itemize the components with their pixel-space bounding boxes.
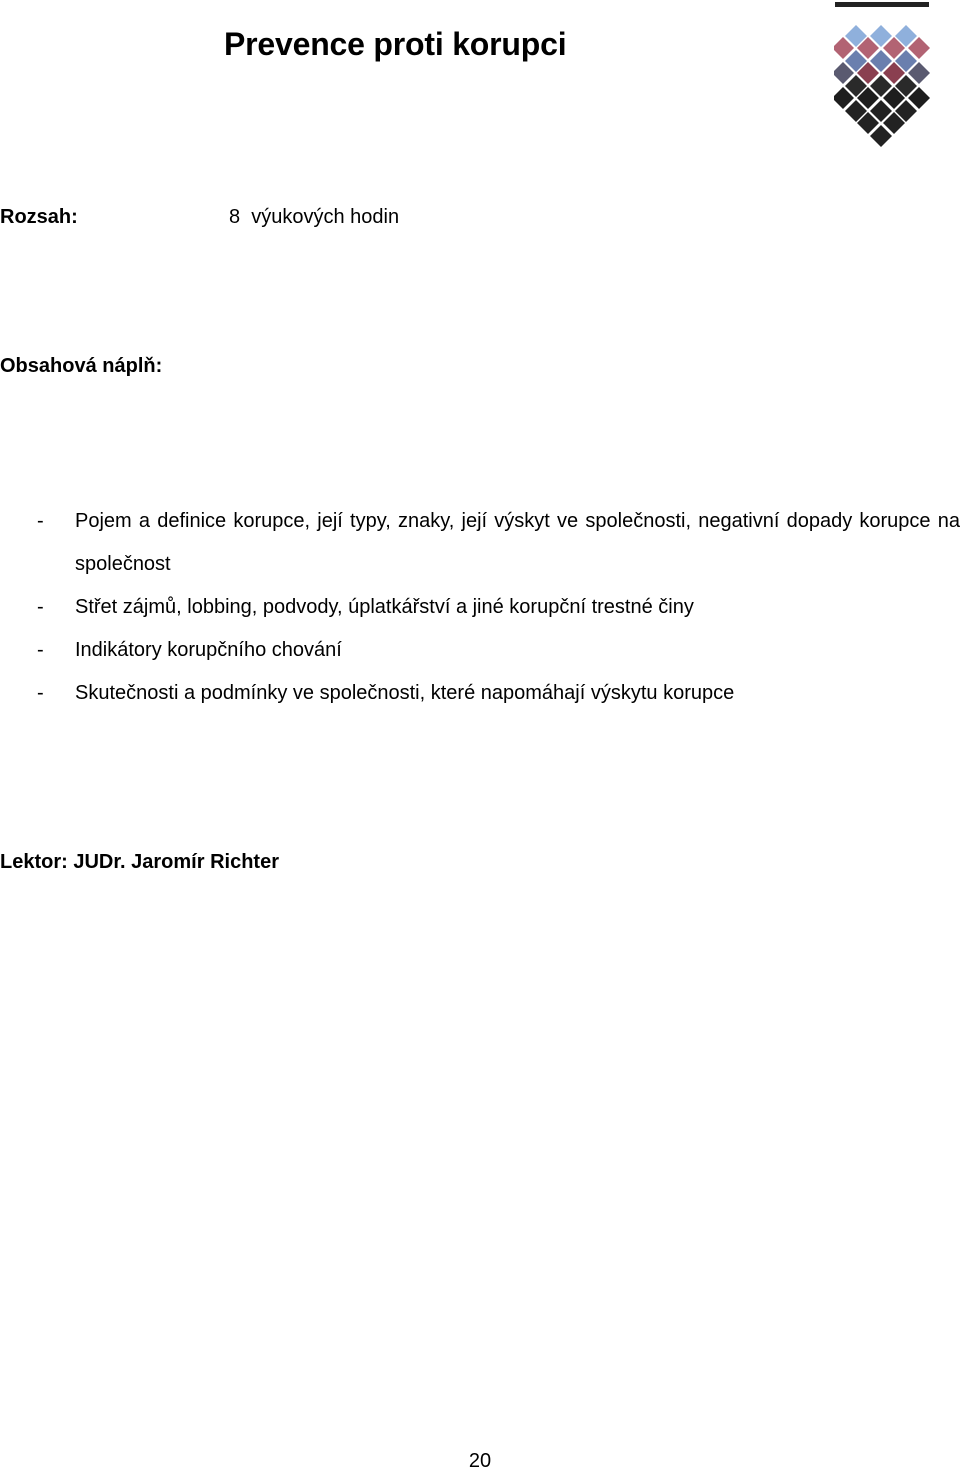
obsah-label: Obsahová náplň: <box>0 355 163 377</box>
rozsah-value: 8 výukových hodin <box>229 206 400 228</box>
list-item <box>0 500 960 586</box>
list-item-text: Pojem a definice korupce, její typy, znaky, její výskyt ve společnosti, negativní dopady korupce na společnost <box>75 510 960 575</box>
list-item <box>0 586 960 629</box>
list-item-text: Indikátory korupčního chování <box>75 639 342 661</box>
logo-top-bar <box>835 2 929 7</box>
list-item <box>0 629 960 672</box>
bullet-dash: - <box>37 596 44 618</box>
bullet-dash: - <box>37 510 44 532</box>
page-number: 20 <box>468 1450 492 1472</box>
content-list <box>0 500 960 715</box>
page-title: Prevence proti korupci <box>224 26 567 62</box>
bullet-dash: - <box>37 639 44 661</box>
rozsah-label: Rozsah: <box>0 206 78 228</box>
institution-logo <box>834 0 930 154</box>
list-item <box>0 672 960 715</box>
list-item-text: Skutečnosti a podmínky ve společnosti, které napomáhají výskytu korupce <box>75 682 735 704</box>
lektor-line: Lektor: JUDr. Jaromír Richter <box>0 851 279 873</box>
bullet-dash: - <box>37 682 44 704</box>
list-item-text: Střet zájmů, lobbing, podvody, úplatkářství a jiné korupční trestné činy <box>75 596 694 618</box>
